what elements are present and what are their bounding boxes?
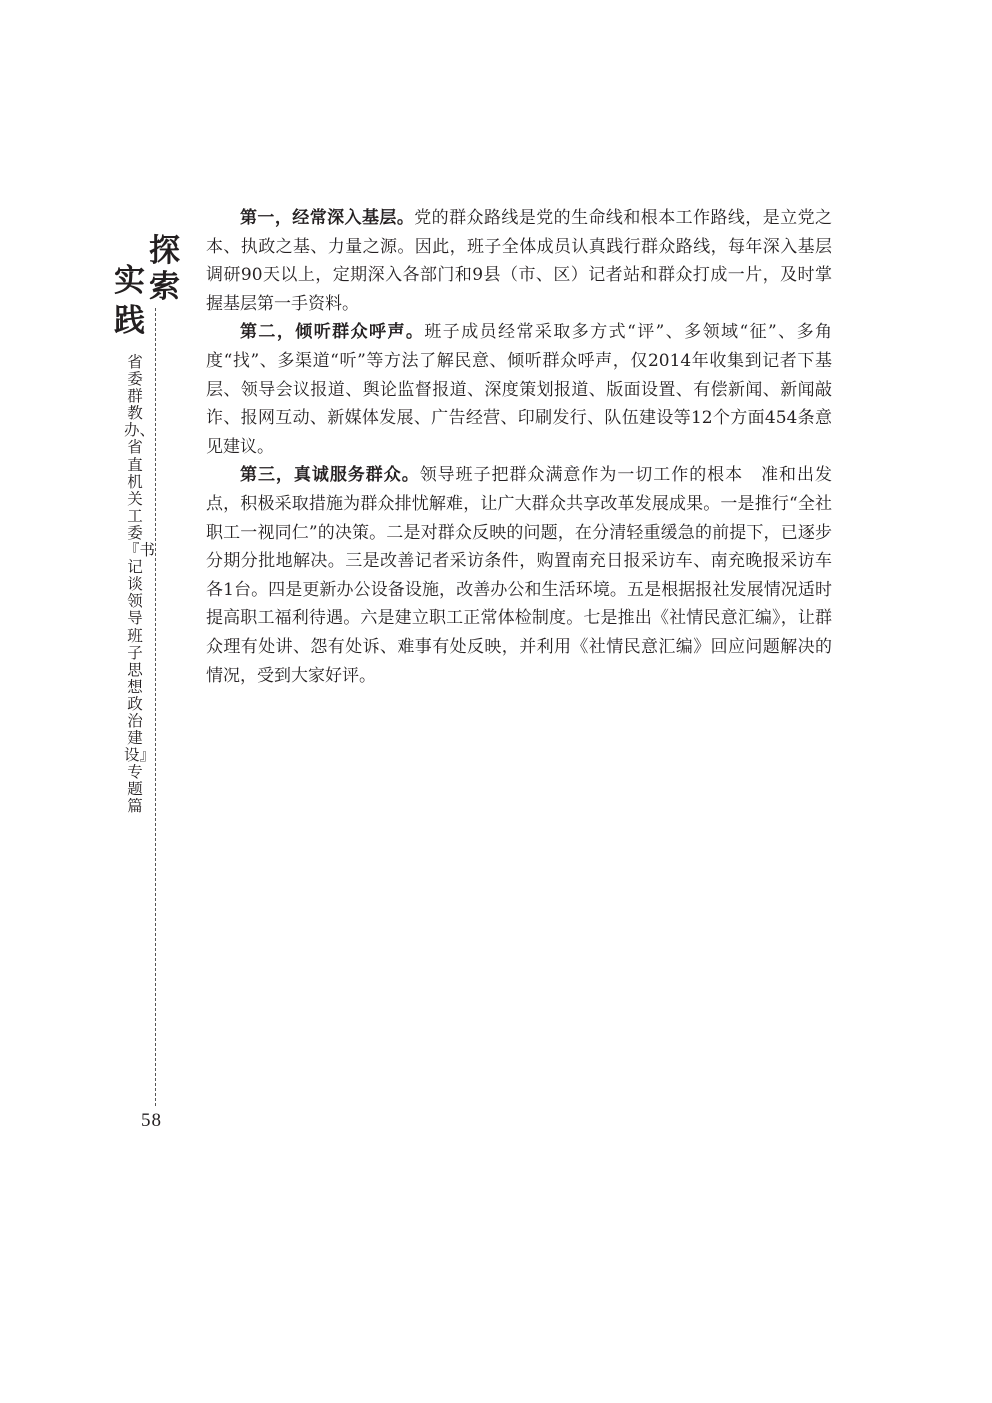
paragraph-body: 党的群众路线是党的生命线和根本工作路线，是立党之本、执政之基、力量之源。因此，班子全体成员认真践行群众路线，每年深入基层调研90天以上，定期深入各部门和9县（市、区）记者站和群众打成一片，及时掌握基层第一手资料。 xyxy=(206,208,833,314)
paragraph-1 xyxy=(206,204,832,318)
brand-char: 探 xyxy=(149,233,180,269)
sidebar-vertical-caption: 省委群教办、省直机关工委『书记谈领导班子思想政治建设』专题篇 xyxy=(124,353,156,816)
page-number: 58 xyxy=(141,1110,162,1131)
paragraph-2 xyxy=(206,318,832,461)
paragraph-body: 领导班子把群众满意作为一切工作的根本 准和出发点，积极采取措施为群众排忧解难，让广大群众共享改革发展成果。一是推行“全社职工一视同仁”的决策。二是对群众反映的问题，在分清轻重缓急的前提下，已逐步分期分批地解决。三是改善记者采访条件，购置南充日报采访车、南充晚报采访车各1台。四是更新办公设备设施，改善办公和生活环境。五是根据报社发展情况适时提高职工福利待遇。六是建立职工正常体检制度。七是推出《社情民意汇编》，让群众理有处讲、怨有处诉、难事有处反映，并利用《社情民意汇编》回应问题解决的情况，受到大家好评。 xyxy=(206,465,832,686)
sidebar-dashed-divider xyxy=(155,308,156,1106)
brand-char: 实 xyxy=(114,263,145,299)
paragraph-3 xyxy=(206,461,832,690)
paragraph-body: 班子成员经常采取多方式“评”、多领域“征”、多角度“找”、多渠道“听”等方法了解民意、倾听群众呼声，仅2014年收集到记者下基层、领导会议报道、舆论监督报道、深度策划报道、版面设置、有偿新闻、新闻敲诈、报网互动、新媒体发展、广告经营、印刷发行、队伍建设等12个方面454条意见建议。 xyxy=(206,322,833,457)
paragraph-heading: 第一，经常深入基层。 xyxy=(240,208,415,228)
brand-char: 索 xyxy=(149,269,180,305)
section-brand xyxy=(112,233,188,339)
paragraph-heading: 第二，倾听群众呼声。 xyxy=(240,322,425,343)
body-text xyxy=(206,204,832,690)
paragraph-heading: 第三，真诚服务群众。 xyxy=(240,465,420,486)
brand-char: 践 xyxy=(114,303,145,339)
